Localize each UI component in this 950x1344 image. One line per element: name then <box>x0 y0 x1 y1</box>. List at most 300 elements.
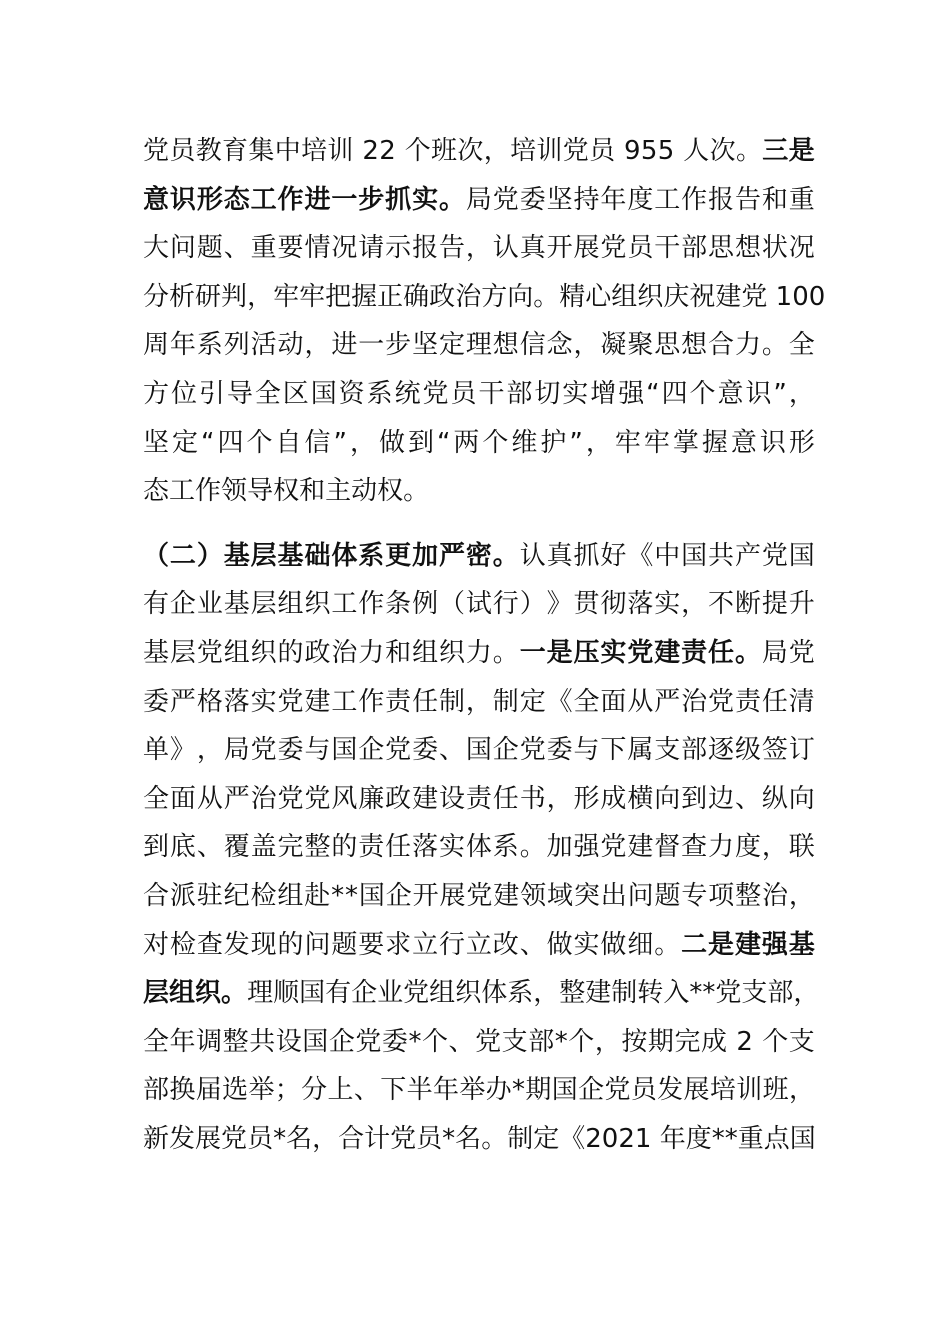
body-text: 党 <box>250 735 277 766</box>
body-text: 四 <box>661 378 688 409</box>
body-text: 向 <box>507 281 534 312</box>
body-text: 作 <box>195 476 222 507</box>
text-line <box>143 176 815 225</box>
body-text: 横 <box>627 783 654 814</box>
body-text: 与 <box>573 735 600 766</box>
body-text: 全 <box>788 330 815 361</box>
body-text: 整 <box>559 978 586 1009</box>
body-text: 分 <box>143 281 170 312</box>
body-text: 问 <box>304 929 331 960</box>
body-text: 委 <box>546 735 573 766</box>
body-text: 力 <box>358 637 385 668</box>
body-text: 》 <box>546 589 573 620</box>
body-text: 贯 <box>573 589 600 620</box>
body-text: 严 <box>169 686 196 717</box>
body-text: 形 <box>788 427 815 458</box>
body-text: ” <box>569 427 583 458</box>
body-text: 突 <box>573 880 600 911</box>
body-text: 研 <box>195 281 222 312</box>
body-text: 好 <box>600 540 627 571</box>
body-text: 派 <box>169 880 196 911</box>
bold-text: 态 <box>223 184 250 215</box>
body-text: 工 <box>331 686 358 717</box>
body-text: 题 <box>196 233 223 264</box>
body-text: “ <box>436 427 451 458</box>
text-line <box>143 224 815 273</box>
body-text: 严 <box>654 686 681 717</box>
body-text: 支 <box>654 735 681 766</box>
body-text: 度 <box>734 832 761 863</box>
body-text: 。 <box>654 929 681 960</box>
body-text: ， <box>788 378 815 409</box>
body-text: 到 <box>143 832 170 863</box>
body-text: 意 <box>717 378 744 409</box>
body-text: 赴 <box>304 880 331 911</box>
body-text: ； <box>274 1075 301 1106</box>
body-text: 况 <box>788 233 815 264</box>
body-text: 党 <box>562 136 589 166</box>
body-text: 题 <box>654 880 681 911</box>
text-line <box>143 969 820 1018</box>
body-text: 个 <box>689 378 716 409</box>
body-text: 度 <box>685 1123 712 1154</box>
body-text: 选 <box>222 1075 249 1106</box>
body-text: 的 <box>277 637 304 668</box>
body-text: 纵 <box>761 783 788 814</box>
body-text: 想 <box>681 330 708 361</box>
body-text: 理 <box>465 330 492 361</box>
body-text: 整 <box>735 880 762 911</box>
body-text: 情 <box>304 233 331 264</box>
body-text: 》 <box>169 735 196 766</box>
bold-text: 党 <box>627 637 654 668</box>
body-text: 识 <box>759 427 786 458</box>
body-text: 党 <box>385 735 412 766</box>
body-text: 党 <box>475 1026 502 1057</box>
body-text: 发 <box>657 1075 684 1106</box>
body-text: 企 <box>351 978 378 1009</box>
body-text: 面 <box>600 686 627 717</box>
body-text: 点 <box>763 1123 790 1154</box>
body-text: 班 <box>762 1075 789 1106</box>
body-text: 要 <box>277 233 304 264</box>
body-text: 国 <box>310 378 337 409</box>
body-text: 个 <box>246 427 273 458</box>
body-text: 举 <box>248 1075 275 1106</box>
text-line <box>143 370 815 419</box>
body-text: 党 <box>708 686 735 717</box>
bold-text: 是 <box>546 637 573 668</box>
bold-text: 织 <box>195 978 222 1009</box>
body-text: 从 <box>627 686 654 717</box>
body-text: 增 <box>590 378 617 409</box>
text-line <box>143 921 815 970</box>
bold-text: 基 <box>277 540 304 571</box>
body-text: 员 <box>416 1123 443 1154</box>
body-text: 组 <box>412 637 439 668</box>
body-text: 年 <box>600 184 627 215</box>
body-text: 企 <box>328 1026 355 1057</box>
body-text: 织 <box>637 281 664 312</box>
body-text: * <box>554 1026 568 1057</box>
body-text: 国 <box>358 880 385 911</box>
body-text: 0 <box>808 281 826 312</box>
body-text: 定 <box>519 686 546 717</box>
body-text: ， <box>573 330 600 361</box>
body-text: 坚 <box>143 427 170 458</box>
body-text: 党 <box>466 880 493 911</box>
body-text: 党 <box>715 978 742 1009</box>
body-text: 单 <box>143 735 170 766</box>
body-text: 试 <box>465 589 492 620</box>
body-text: 统 <box>394 378 421 409</box>
body-text: 共 <box>708 540 735 571</box>
body-text: 0 <box>792 281 809 312</box>
body-text: 形 <box>573 783 600 814</box>
body-text: 纪 <box>223 880 250 911</box>
body-text: 。 <box>481 1123 508 1154</box>
body-text: 培 <box>301 136 328 166</box>
body-text: 整 <box>304 832 331 863</box>
body-text: 专 <box>681 880 708 911</box>
body-text: 重 <box>788 184 815 215</box>
body-text: 个 <box>422 1026 449 1057</box>
body-text: 权 <box>377 476 404 507</box>
body-text: 问 <box>169 233 196 264</box>
bold-text: 意 <box>143 184 170 215</box>
body-text: * <box>724 1123 738 1154</box>
body-text: 牢 <box>299 281 326 312</box>
text-line <box>143 775 815 824</box>
text-line <box>143 1018 815 1067</box>
bold-text: 强 <box>761 929 788 960</box>
body-text: 把 <box>325 281 352 312</box>
body-text: 部 <box>528 1026 555 1057</box>
body-text: ， <box>465 233 492 264</box>
body-text <box>396 127 404 176</box>
body-text: 活 <box>250 330 277 361</box>
body-text: 系 <box>507 978 534 1009</box>
body-text: 训 <box>736 1075 763 1106</box>
body-text: 心 <box>585 281 612 312</box>
body-text: 部 <box>143 1075 170 1106</box>
body-text: 动 <box>277 330 304 361</box>
body-text: 2 <box>362 136 379 166</box>
body-text: 实 <box>573 929 600 960</box>
body-text: 握 <box>701 427 728 458</box>
bold-text: 实 <box>600 637 627 668</box>
body-text: 年 <box>169 330 196 361</box>
bold-text: 识 <box>169 184 196 215</box>
body-text: 企 <box>358 735 385 766</box>
text-line <box>143 127 815 176</box>
bold-text: 基 <box>788 929 815 960</box>
body-text: ， <box>304 330 331 361</box>
body-text: 设 <box>275 1026 302 1057</box>
bold-text: 层 <box>143 978 170 1009</box>
body-text: 联 <box>788 832 815 863</box>
body-text: 做 <box>600 929 627 960</box>
body-text: 组 <box>611 281 638 312</box>
body-text: 全 <box>573 686 600 717</box>
body-text: 名 <box>286 1123 313 1154</box>
body-text: 层 <box>250 589 277 620</box>
body-text: 体 <box>465 832 492 863</box>
body-text: 断 <box>734 589 761 620</box>
body-text: 、 <box>519 929 546 960</box>
body-text: 。 <box>492 637 519 668</box>
body-text: ， <box>465 686 492 717</box>
body-text: 开 <box>546 233 573 264</box>
body-text: 引 <box>198 378 225 409</box>
body-text: 国 <box>465 735 492 766</box>
body-text: 下 <box>600 735 627 766</box>
body-text: 局 <box>465 184 492 215</box>
body-text: 位 <box>170 378 197 409</box>
body-text: ， <box>546 783 573 814</box>
body-text: 训 <box>327 136 354 166</box>
body-text: 党 <box>600 233 627 264</box>
body-text: 重 <box>737 1123 764 1154</box>
body-text: 0 <box>601 1123 619 1154</box>
body-text: 党 <box>600 832 627 863</box>
body-text: 导 <box>226 378 253 409</box>
body-text: 书 <box>519 783 546 814</box>
body-text: 委 <box>381 1026 408 1057</box>
body-text: “ <box>201 427 215 458</box>
bold-text: 一 <box>331 184 358 215</box>
bold-text: 步 <box>358 184 385 215</box>
body-text: 行 <box>438 929 465 960</box>
body-text: 正 <box>377 281 404 312</box>
body-text: 发 <box>169 1123 196 1154</box>
body-text: 行 <box>492 589 519 620</box>
body-text: 到 <box>407 427 434 458</box>
body-text: 全 <box>143 1026 170 1057</box>
body-text: 治 <box>250 783 277 814</box>
body-text: 域 <box>546 880 573 911</box>
body-text: 共 <box>249 1026 276 1057</box>
document-body <box>143 127 826 1163</box>
body-text: 求 <box>385 929 412 960</box>
body-text: 2 <box>736 1026 753 1057</box>
body-text: ， <box>196 735 223 766</box>
body-text: 织 <box>250 637 277 668</box>
body-text: 的 <box>331 832 358 863</box>
text-line <box>143 273 826 322</box>
body-text <box>728 1018 736 1067</box>
body-text: 主 <box>325 476 352 507</box>
body-text: 护 <box>540 427 567 458</box>
body-text: 领 <box>221 476 248 507</box>
body-text: 力 <box>708 832 735 863</box>
body-text: 现 <box>250 929 277 960</box>
body-text: 治 <box>331 637 358 668</box>
body-text: 治 <box>761 880 788 911</box>
body-text: 状 <box>761 233 788 264</box>
body-text: 开 <box>412 880 439 911</box>
body-text: 下 <box>380 1075 407 1106</box>
body-text: 2 <box>379 136 396 166</box>
body-text: 有 <box>143 589 170 620</box>
bold-text: 实 <box>412 184 439 215</box>
bold-text: 二 <box>681 929 708 960</box>
body-text: 层 <box>169 637 196 668</box>
text-line <box>143 321 815 370</box>
body-text: 和 <box>385 637 412 668</box>
body-text: 治 <box>681 686 708 717</box>
bold-text: 抓 <box>385 184 412 215</box>
body-text: 立 <box>412 929 439 960</box>
body-text: 2 <box>585 1123 602 1154</box>
body-text: 国 <box>788 540 815 571</box>
body-text: 彻 <box>600 589 627 620</box>
body-text: 建 <box>304 686 331 717</box>
body-text: 全 <box>143 783 170 814</box>
body-text: 、 <box>438 735 465 766</box>
body-text: 落 <box>627 589 654 620</box>
body-text: 局 <box>223 735 250 766</box>
body-text: ， <box>483 136 510 166</box>
body-text: 展 <box>439 880 466 911</box>
body-text: 委 <box>412 735 439 766</box>
body-text: 定 <box>533 1123 560 1154</box>
body-text: 精 <box>559 281 586 312</box>
bold-text: 进 <box>304 184 331 215</box>
bold-text: 。 <box>221 978 248 1009</box>
body-text: 治 <box>455 281 482 312</box>
body-text: 员 <box>630 1075 657 1106</box>
body-text: 顺 <box>273 978 300 1009</box>
body-text: 持 <box>573 184 600 215</box>
body-text: * <box>702 978 716 1009</box>
body-text: 强 <box>573 832 600 863</box>
body-text: 党 <box>390 1123 417 1154</box>
body-text: 企 <box>169 589 196 620</box>
body-text: 廉 <box>358 783 385 814</box>
body-text: 个 <box>762 1026 789 1057</box>
body-text: 国 <box>299 978 326 1009</box>
body-text: 条 <box>385 589 412 620</box>
bold-text: 是 <box>788 136 815 166</box>
body-text: 力 <box>465 637 492 668</box>
body-text: 认 <box>519 540 546 571</box>
body-text: 加 <box>546 832 573 863</box>
body-text: 。 <box>533 281 560 312</box>
body-text: 例 <box>412 589 439 620</box>
body-text: 人 <box>683 136 710 166</box>
body-text: 全 <box>254 378 281 409</box>
text-line <box>143 678 815 727</box>
body-text: 任 <box>492 783 519 814</box>
body-text: 要 <box>358 929 385 960</box>
bold-text: 责 <box>681 637 708 668</box>
body-text: 基 <box>223 589 250 620</box>
body-text: 权 <box>273 476 300 507</box>
text-line <box>143 629 815 678</box>
bold-text: 体 <box>331 540 358 571</box>
body-text: 完 <box>277 832 304 863</box>
body-text: 织 <box>438 637 465 668</box>
body-text: 坚 <box>546 184 573 215</box>
body-text: 从 <box>196 783 223 814</box>
body-text: * <box>711 1123 725 1154</box>
body-text: 政 <box>304 637 331 668</box>
body-text: 责 <box>385 686 412 717</box>
body-text: 育 <box>222 136 249 166</box>
body-text: （ <box>438 589 465 620</box>
body-text: 列 <box>223 330 250 361</box>
body-text: * <box>344 880 358 911</box>
body-text: 织 <box>455 978 482 1009</box>
body-text: ， <box>312 1123 339 1154</box>
body-text: 信 <box>519 330 546 361</box>
body-text: 、 <box>734 783 761 814</box>
body-text: 展 <box>195 1123 222 1154</box>
body-text: * <box>512 1075 526 1106</box>
body-text: 党 <box>741 281 768 312</box>
body-text: 部 <box>681 233 708 264</box>
body-text: 年 <box>169 1026 196 1057</box>
body-text: 员 <box>589 136 616 166</box>
body-text: 向 <box>654 783 681 814</box>
body-text: 工 <box>169 476 196 507</box>
body-text: 组 <box>277 880 304 911</box>
bold-text: 系 <box>358 540 385 571</box>
body-text: 坚 <box>412 330 439 361</box>
bold-text: 组 <box>169 978 196 1009</box>
body-text: 盖 <box>250 832 277 863</box>
body-text: 导 <box>247 476 274 507</box>
body-text: 出 <box>600 880 627 911</box>
body-text: 格 <box>196 686 223 717</box>
body-text: 不 <box>708 589 735 620</box>
body-text <box>354 127 362 176</box>
body-text: 信 <box>304 427 331 458</box>
bold-text: 。 <box>734 637 761 668</box>
body-text: 作 <box>681 184 708 215</box>
body-text: 面 <box>169 783 196 814</box>
body-text: 驻 <box>196 880 223 911</box>
bold-text: 形 <box>196 184 223 215</box>
body-text: 期 <box>647 1026 674 1057</box>
body-text: 请 <box>358 233 385 264</box>
body-text: 区 <box>282 378 309 409</box>
body-text: 、 <box>196 832 223 863</box>
body-text: 。 <box>735 136 762 166</box>
body-text: 党 <box>196 637 223 668</box>
body-text: 级 <box>734 735 761 766</box>
body-text: 企 <box>492 735 519 766</box>
bold-text: 工 <box>250 184 277 215</box>
body-text: 检 <box>169 929 196 960</box>
body-text <box>615 127 623 176</box>
body-text: 中 <box>274 136 301 166</box>
body-text: 对 <box>143 929 170 960</box>
text-line <box>143 726 815 775</box>
body-text: 查 <box>681 832 708 863</box>
body-text: 进 <box>331 330 358 361</box>
body-text: 党 <box>788 637 815 668</box>
body-text: 祝 <box>689 281 716 312</box>
body-text: 《 <box>546 686 573 717</box>
body-text: 换 <box>169 1075 196 1106</box>
body-text: 系 <box>196 330 223 361</box>
body-text: 定 <box>438 330 465 361</box>
body-text: 责 <box>734 686 761 717</box>
body-text: 员 <box>247 1123 274 1154</box>
body-text: 基 <box>143 637 170 668</box>
